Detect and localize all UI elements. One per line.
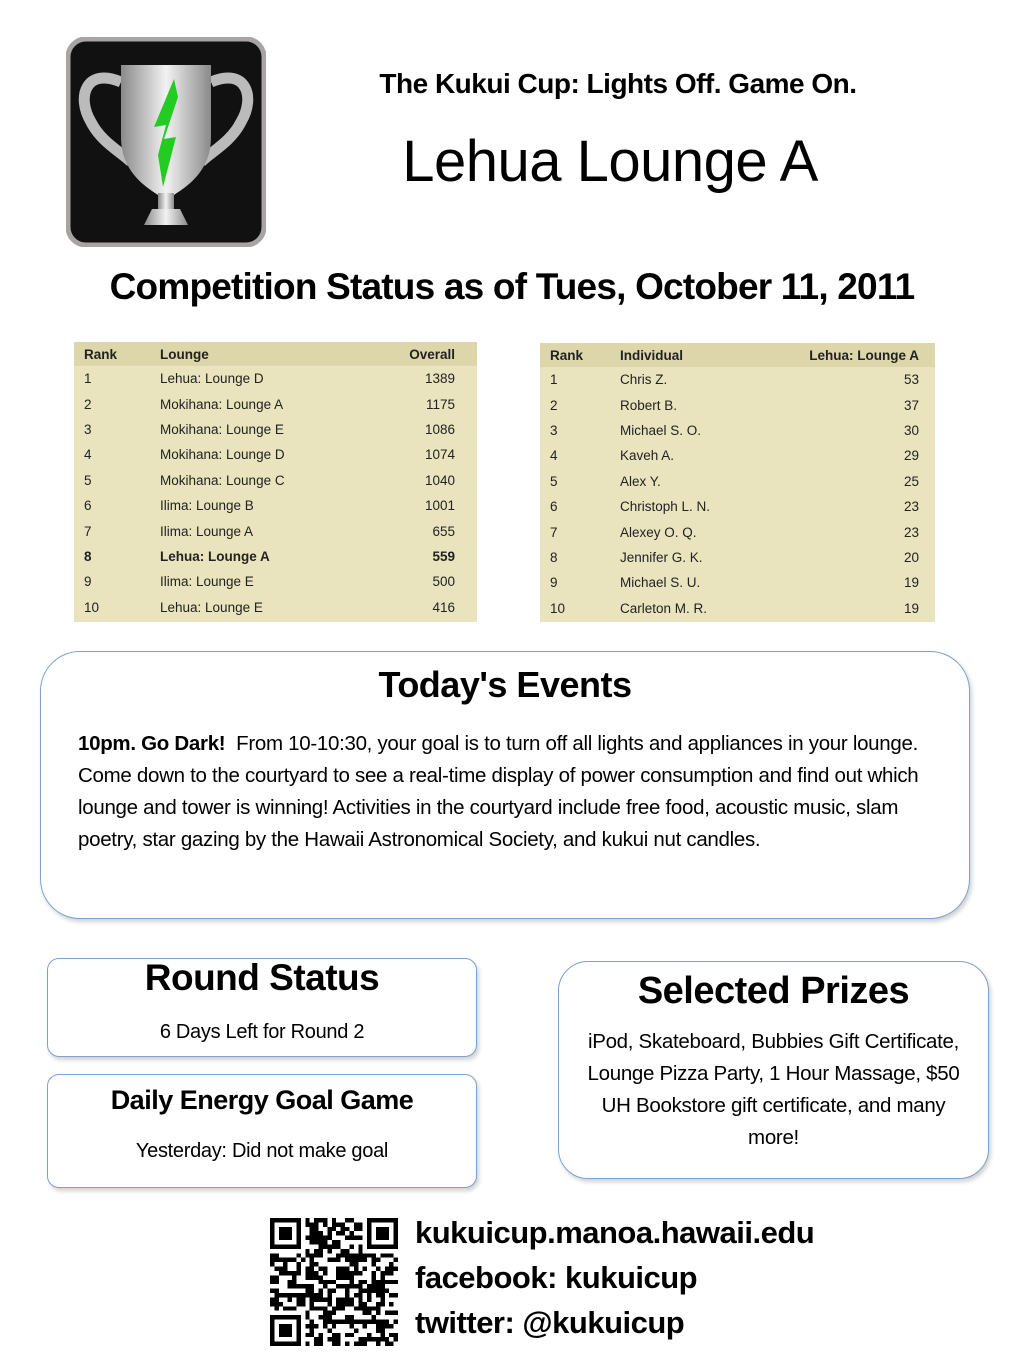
name-cell: Jennifer G. K. — [620, 549, 703, 565]
prizes-text: iPod, Skateboard, Bubbies Gift Certificate, Lounge Pizza Party, 1 Hour Massage, $50 UH Bookstore gift certificate, and many more! — [587, 1030, 960, 1149]
name-cell: Alex Y. — [620, 473, 661, 489]
events-text — [78, 728, 929, 856]
score-cell: 53 — [903, 372, 919, 388]
table-row — [540, 469, 935, 494]
table-row — [74, 442, 477, 467]
rank-cell: 4 — [84, 447, 92, 463]
todays-events-box — [40, 651, 970, 919]
facebook-link[interactable]: facebook: kukuicup — [415, 1260, 698, 1295]
selected-prizes-box — [558, 961, 989, 1179]
events-title: Today's Events — [378, 664, 632, 705]
header-rank: Rank — [550, 347, 584, 363]
score-cell: 1040 — [424, 472, 455, 488]
rank-cell: 7 — [550, 524, 558, 540]
events-lead: 10pm. Go Dark! — [78, 732, 226, 755]
rank-cell: 8 — [550, 549, 558, 565]
rank-cell: 5 — [84, 472, 92, 488]
score-cell: 559 — [432, 548, 455, 564]
header-rank: Rank — [84, 346, 118, 362]
prizes-title: Selected Prizes — [637, 970, 910, 1012]
name-cell: Mokihana: Lounge C — [160, 472, 285, 488]
individual-ranking-table — [540, 343, 935, 622]
name-cell: Kaveh A. — [620, 448, 675, 464]
score-cell: 23 — [903, 499, 919, 515]
rank-cell: 3 — [550, 422, 558, 438]
table-row — [74, 493, 477, 518]
page-title: Lehua Lounge A — [402, 129, 818, 194]
name-cell: Ilima: Lounge E — [160, 574, 254, 590]
table-row — [74, 544, 477, 569]
table-header — [540, 343, 935, 367]
score-cell: 20 — [903, 549, 919, 565]
name-cell: Mokihana: Lounge D — [160, 447, 285, 463]
name-cell: Ilima: Lounge A — [160, 523, 254, 539]
rank-cell: 6 — [84, 498, 92, 514]
daily-energy-goal-box — [47, 1074, 477, 1188]
score-cell: 1389 — [424, 371, 455, 387]
score-cell: 30 — [903, 422, 919, 438]
table-row — [540, 519, 935, 544]
daily-goal-text: Yesterday: Did not make goal — [135, 1140, 389, 1162]
score-cell: 19 — [903, 600, 919, 616]
score-cell: 25 — [903, 473, 919, 489]
status-heading: Competition Status as of Tues, October 11, 2011 — [109, 266, 915, 307]
website-link[interactable]: kukuicup.manoa.hawaii.edu — [415, 1215, 815, 1250]
score-cell: 416 — [432, 599, 455, 615]
rank-cell: 5 — [550, 473, 558, 489]
rank-cell: 9 — [550, 575, 558, 591]
score-cell: 500 — [432, 574, 455, 590]
score-cell: 655 — [432, 523, 455, 539]
table-header — [74, 342, 477, 366]
rank-cell: 3 — [84, 421, 92, 437]
table-row — [540, 494, 935, 519]
rank-cell: 10 — [84, 599, 100, 615]
name-cell: Christoph L. N. — [620, 499, 711, 515]
table-row — [540, 596, 935, 621]
rank-cell: 9 — [84, 574, 92, 590]
rank-cell: 8 — [84, 548, 92, 564]
events-body: From 10-10:30, your goal is to turn off all lights and appliances in your lounge. Come down to the courtyard to see a real-time display of power consumption and find out which lounge and tower is winning! Activities in the courtyard include free food, acoustic music, slam poetry, star gazing by the Hawaii Astronomical Society, and kukui nut candles. — [78, 732, 919, 851]
table-row — [74, 417, 477, 442]
rank-cell: 1 — [84, 371, 92, 387]
table-row — [74, 366, 477, 391]
table-row — [540, 367, 935, 392]
header-individual: Individual — [620, 347, 684, 363]
rank-cell: 2 — [84, 396, 92, 412]
round-status-title: Round Status — [144, 957, 380, 998]
score-cell: 1175 — [425, 396, 455, 412]
name-cell: Michael S. U. — [620, 575, 701, 591]
score-cell: 1074 — [424, 447, 455, 463]
qr-code[interactable] — [270, 1218, 398, 1346]
name-cell: Alexey O. Q. — [620, 524, 697, 540]
table-row — [74, 595, 477, 620]
daily-goal-title: Daily Energy Goal Game — [110, 1085, 414, 1115]
score-cell: 19 — [903, 575, 919, 591]
table-row — [540, 545, 935, 570]
round-status-text: 6 Days Left for Round 2 — [159, 1021, 365, 1043]
name-cell: Mokihana: Lounge A — [160, 396, 284, 412]
twitter-link[interactable]: twitter: @kukuicup — [415, 1305, 685, 1340]
score-cell: 1001 — [424, 498, 455, 514]
table-row — [540, 570, 935, 595]
name-cell: Lehua: Lounge D — [160, 371, 264, 387]
rank-cell: 10 — [550, 600, 566, 616]
header-lounge: Lounge — [160, 346, 209, 362]
score-cell: 23 — [903, 524, 919, 540]
name-cell: Lehua: Lounge A — [160, 548, 270, 564]
subtitle: The Kukui Cup: Lights Off. Game On. — [379, 68, 857, 99]
table-row — [540, 443, 935, 468]
score-cell: 1086 — [424, 421, 455, 437]
name-cell: Carleton M. R. — [620, 600, 708, 616]
round-status-box — [47, 958, 477, 1057]
name-cell: Chris Z. — [620, 372, 668, 388]
kukui-cup-trophy-logo — [66, 37, 266, 247]
table-row — [74, 468, 477, 493]
header-lounge-score: Lehua: Lounge A — [809, 347, 919, 363]
header-overall: Overall — [409, 346, 455, 362]
name-cell: Robert B. — [620, 397, 678, 413]
table-row — [74, 391, 477, 416]
table-row — [540, 392, 935, 417]
lounge-ranking-table — [74, 342, 477, 622]
table-row — [74, 569, 477, 594]
score-cell: 29 — [903, 448, 919, 464]
table-row — [74, 518, 477, 543]
rank-cell: 2 — [550, 397, 558, 413]
name-cell: Lehua: Lounge E — [160, 599, 263, 615]
rank-cell: 6 — [550, 499, 558, 515]
table-row — [540, 418, 935, 443]
name-cell: Ilima: Lounge B — [160, 498, 254, 514]
name-cell: Michael S. O. — [620, 422, 702, 438]
rank-cell: 4 — [550, 448, 558, 464]
name-cell: Mokihana: Lounge E — [160, 421, 284, 437]
rank-cell: 7 — [84, 523, 92, 539]
rank-cell: 1 — [550, 372, 558, 388]
score-cell: 37 — [903, 397, 919, 413]
